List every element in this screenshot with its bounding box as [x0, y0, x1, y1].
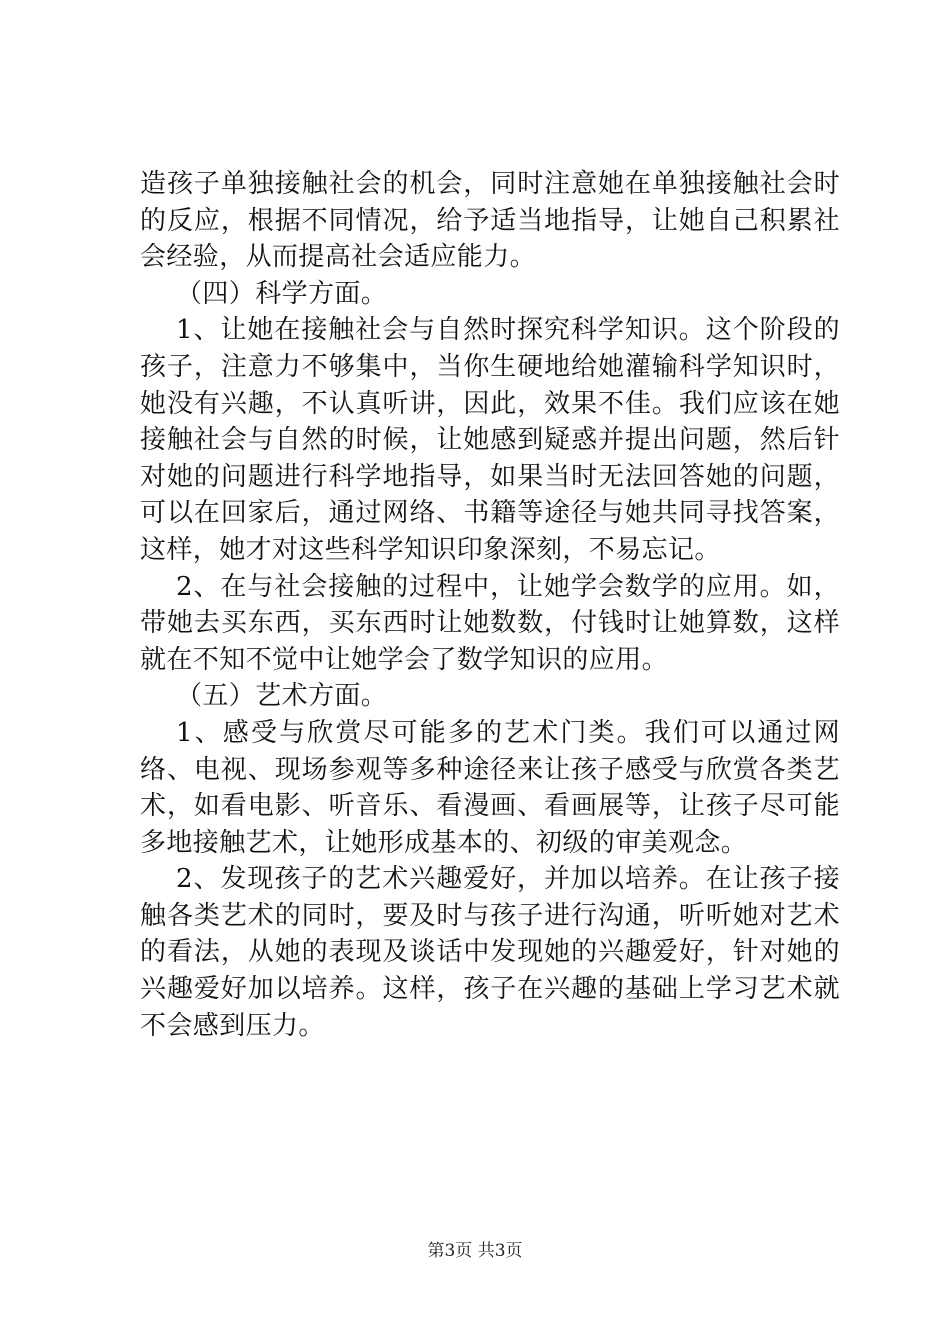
paragraph-science-2: 2、在与社会接触的过程中，让她学会数学的应用。如，带她去买东西，买东西时让她数数，付钱时让她算数，这样就在不知不觉中让她学会了数学知识的应用。	[140, 571, 840, 675]
document-body	[140, 166, 840, 1044]
page-number-footer: 第3页 共3页	[427, 1241, 523, 1261]
paragraph-continuation: 造孩子单独接触社会的机会，同时注意她在单独接触社会时的反应，根据不同情况，给予适当地指导，让她自己积累社会经验，从而提高社会适应能力。	[140, 169, 840, 273]
paragraph-art-1: 1、感受与欣赏尽可能多的艺术门类。我们可以通过网络、电视、现场参观等多种途径来让孩子感受与欣赏各类艺术，如看电影、听音乐、看漫画、看画展等，让孩子尽可能多地接触艺术，让她形成基本的、初级的审美观念。	[140, 717, 840, 858]
section-heading-art: （五）艺术方面。	[176, 681, 388, 712]
paragraph-art-2: 2、发现孩子的艺术兴趣爱好，并加以培养。在让孩子接触各类艺术的同时，要及时与孩子进行沟通，听听她对艺术的看法，从她的表现及谈话中发现她的兴趣爱好，针对她的兴趣爱好加以培养。这样，孩子在兴趣的基础上学习艺术就不会感到压力。	[140, 864, 840, 1041]
section-heading-science: （四）科学方面。	[176, 278, 388, 309]
paragraph-science-1: 1、让她在接触社会与自然时探究科学知识。这个阶段的孩子，注意力不够集中，当你生硬地给她灌输科学知识时，她没有兴趣，不认真听讲，因此，效果不佳。我们应该在她接触社会与自然的时候，让她感到疑惑并提出问题，然后针对她的问题进行科学地指导，如果当时无法回答她的问题，可以在回家后，通过网络、书籍等途径与她共同寻找答案，这样，她才对这些科学知识印象深刻，不易忘记。	[140, 315, 840, 565]
